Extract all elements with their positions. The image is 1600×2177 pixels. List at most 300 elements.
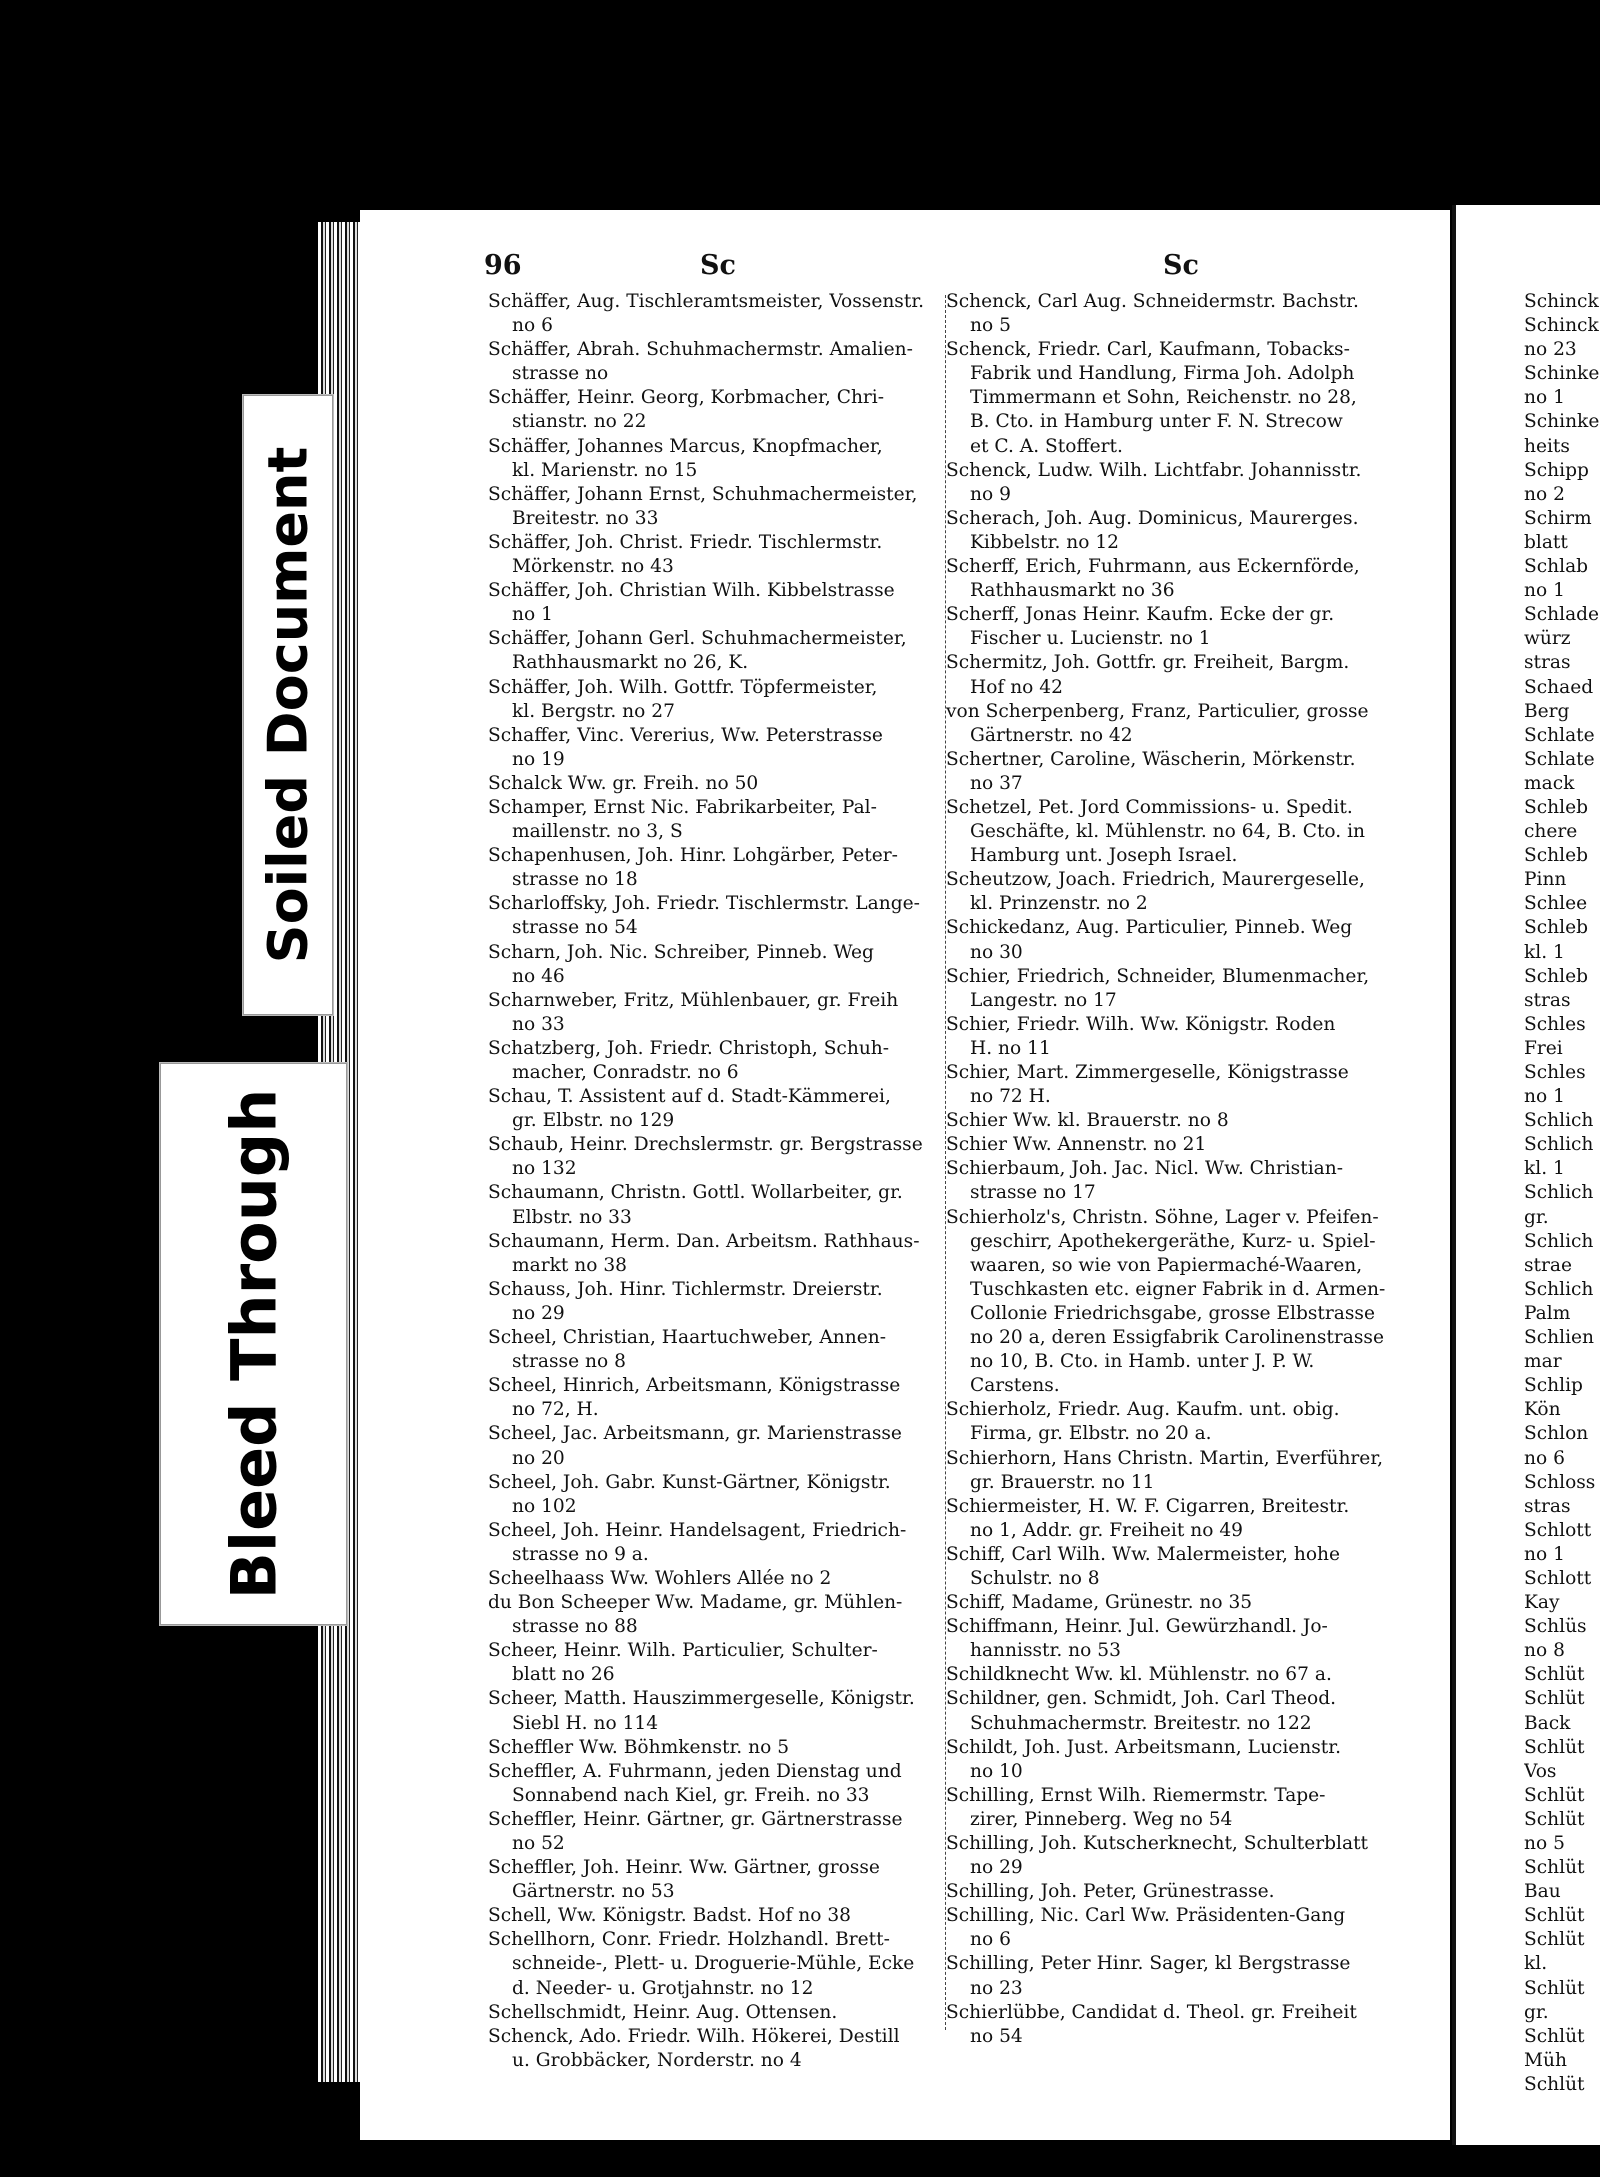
directory-entry: [488, 1567, 943, 1591]
directory-entry: [488, 1519, 943, 1567]
entry-name-line: Schäffer, Abrah. Schuhmachermstr. Amalien-: [488, 339, 913, 361]
entry-name-line: Schatzberg, Joh. Friedr. Christoph, Schuh-: [488, 1037, 890, 1059]
entry-continuation-line: no 37: [970, 772, 1023, 794]
edge-line: Schipp: [1524, 459, 1589, 481]
edge-line: Schlüt: [1524, 1784, 1585, 1806]
entry-continuation-line: Fabrik und Handlung, Firma Joh. Adolph: [970, 363, 1355, 385]
entry-continuation-line: no 5: [970, 315, 1011, 337]
edge-line: Schleb: [1524, 965, 1588, 987]
edge-line: Schlade: [1524, 604, 1600, 626]
edge-line: no 23: [1524, 339, 1577, 361]
edge-line: Schlee: [1524, 893, 1588, 915]
directory-entry: [488, 772, 943, 796]
entry-continuation-line: no 72 H.: [970, 1086, 1051, 1108]
edge-line: Schlien: [1524, 1327, 1594, 1349]
entry-name-line: Schäffer, Heinr. Georg, Korbmacher, Chri-: [488, 387, 885, 409]
entry-continuation-line: no 52: [512, 1833, 565, 1854]
entry-name-line: Schilling, Nic. Carl Ww. Präsidenten-Gang: [946, 1905, 1346, 1927]
entry-continuation-line: no 29: [970, 1857, 1023, 1879]
entry-continuation-line: strasse no 9 a.: [512, 1543, 649, 1565]
directory-entry: [488, 1133, 943, 1181]
entry-continuation-line: no 54: [970, 2025, 1023, 2047]
directory-entry: [488, 724, 943, 772]
directory-entry: [488, 1085, 943, 1133]
directory-entry: [488, 1374, 943, 1422]
directory-column-right: [946, 290, 1404, 2049]
directory-entry: [946, 1109, 1404, 1133]
entry-name-line: Scheffler, Joh. Heinr. Ww. Gärtner, grosse: [488, 1857, 880, 1879]
entry-continuation-line: strasse no 18: [512, 869, 638, 891]
entry-name-line: Schierholz's, Christn. Söhne, Lager v. Pfeifen-: [946, 1206, 1379, 1228]
entry-continuation-line: Rathhausmarkt no 36: [970, 580, 1175, 602]
entry-name-line: Schaumann, Christn. Gottl. Wollarbeiter, gr.: [488, 1182, 903, 1204]
edge-line: mar: [1524, 1351, 1562, 1373]
entry-name-line: Scheel, Christian, Haartuchweber, Annen-: [488, 1327, 887, 1349]
edge-line: Schlich: [1524, 1110, 1594, 1132]
entry-continuation-line: Gärtnerstr. no 53: [512, 1881, 675, 1903]
entry-name-line: Schetzel, Pet. Jord Commissions- u. Spedit.: [946, 796, 1353, 818]
entry-name-line: Schäffer, Joh. Christ. Friedr. Tischlermstr.: [488, 531, 883, 553]
edge-line: Schlüs: [1524, 1616, 1587, 1638]
entry-name-line: Schildt, Joh. Just. Arbeitsmann, Lucienstr.: [946, 1736, 1342, 1758]
directory-entry: [488, 2001, 943, 2025]
entry-name-line: Scharnweber, Fritz, Mühlenbauer, gr. Freih: [488, 989, 899, 1011]
bleed-through-label: Bleed Through: [217, 1088, 290, 1600]
entry-name-line: Scheffler, Heinr. Gärtner, gr. Gärtnerstrasse: [488, 1808, 903, 1830]
entry-name-line: Schertner, Caroline, Wäscherin, Mörkenstr.: [946, 748, 1356, 770]
edge-line: no 1: [1524, 1543, 1565, 1565]
entry-name-line: Schäffer, Aug. Tischleramtsmeister, Vossenstr.: [488, 291, 925, 312]
entry-name-line: Schilling, Peter Hinr. Sager, kl Bergstrasse: [946, 1953, 1351, 1975]
directory-entry: [946, 1663, 1404, 1687]
edge-line: Vos: [1524, 1760, 1557, 1782]
edge-line: no 1: [1524, 580, 1565, 602]
directory-entry: [488, 531, 943, 579]
entry-continuation-line: Hof no 42: [970, 676, 1063, 698]
entry-continuation-line: Mörkenstr. no 43: [512, 556, 674, 578]
edge-line: Schlate: [1524, 748, 1595, 770]
entry-name-line: Scheer, Heinr. Wilh. Particulier, Schulter-: [488, 1640, 878, 1662]
entry-name-line: Schilling, Joh. Peter, Grünestrasse.: [946, 1881, 1275, 1903]
edge-line: mack: [1524, 772, 1575, 794]
directory-entry: [488, 1326, 943, 1374]
entry-continuation-line: hannisstr. no 53: [970, 1640, 1121, 1662]
directory-entry: [488, 1904, 943, 1928]
entry-name-line: Schilling, Ernst Wilh. Riemermstr. Tape-: [946, 1784, 1326, 1806]
entry-continuation-line: Siebl H. no 114: [512, 1712, 659, 1734]
entry-continuation-line: d. Needer- u. Grotjahnstr. no 12: [512, 1977, 814, 1999]
edge-line: Kön: [1524, 1399, 1561, 1421]
edge-line: Pinn: [1524, 869, 1567, 891]
entry-name-line: Schellschmidt, Heinr. Aug. Ottensen.: [488, 2001, 838, 2023]
directory-entry: [946, 1687, 1404, 1735]
directory-entry: [488, 1760, 943, 1808]
edge-line: Bau: [1524, 1881, 1561, 1903]
edge-line: Müh: [1524, 2049, 1567, 2071]
entry-name-line: Scheel, Hinrich, Arbeitsmann, Königstrasse: [488, 1375, 901, 1397]
directory-entry: [488, 579, 943, 627]
entry-name-line: Schaub, Heinr. Drechslermstr. gr. Bergstrasse: [488, 1134, 923, 1156]
directory-entry: [946, 1013, 1404, 1061]
entry-name-line: Scheffler Ww. Böhmkenstr. no 5: [488, 1736, 790, 1758]
edge-line: kl. 1: [1524, 941, 1565, 963]
edge-line: Schlott: [1524, 1519, 1592, 1541]
edge-line: Schlüt: [1524, 1857, 1585, 1879]
directory-entry: [488, 386, 943, 434]
directory-entry: [488, 1037, 943, 1085]
directory-entry: [946, 1904, 1404, 1952]
directory-entry: [946, 916, 1404, 964]
edge-line: Schleb: [1524, 796, 1588, 818]
directory-entry: [488, 1471, 943, 1519]
edge-line: Schlüt: [1524, 1688, 1585, 1710]
edge-line: Schlüt: [1524, 1736, 1585, 1758]
entry-continuation-line: no 9: [970, 483, 1011, 505]
entry-continuation-line: Breitestr. no 33: [512, 507, 659, 529]
entry-continuation-line: no 33: [512, 1013, 565, 1035]
directory-entry: [946, 1495, 1404, 1543]
edge-line: Schlich: [1524, 1182, 1594, 1204]
entry-name-line: Schilling, Joh. Kutscherknecht, Schulterblatt: [946, 1833, 1369, 1854]
edge-line: Schinke: [1524, 363, 1600, 385]
edge-line: Schlich: [1524, 1230, 1594, 1252]
entry-continuation-line: blatt no 26: [512, 1664, 615, 1686]
directory-entry: [946, 868, 1404, 916]
directory-entry: [946, 700, 1404, 748]
entry-name-line: Schiermeister, H. W. F. Cigarren, Breitestr.: [946, 1495, 1350, 1517]
edge-line: Schlüt: [1524, 1808, 1585, 1830]
directory-entry: [946, 1447, 1404, 1495]
entry-continuation-line: B. Cto. in Hamburg unter F. N. Strecow: [970, 411, 1343, 433]
entry-name-line: Schauss, Joh. Hinr. Tichlermstr. Dreierstr.: [488, 1278, 883, 1300]
edge-line: Schleb: [1524, 917, 1588, 939]
entry-name-line: du Bon Scheeper Ww. Madame, gr. Mühlen-: [488, 1592, 903, 1614]
entry-name-line: Scheutzow, Joach. Friedrich, Maurergeselle,: [946, 869, 1365, 891]
entry-continuation-line: no 132: [512, 1158, 577, 1180]
directory-entry: [946, 1832, 1404, 1880]
edge-line: Schlüt: [1524, 2073, 1585, 2095]
entry-continuation-line: Tuschkasten etc. eigner Fabrik in d. Armen-: [970, 1278, 1386, 1300]
entry-continuation-line: Rathhausmarkt no 26, K.: [512, 652, 749, 674]
directory-entry: [488, 1856, 943, 1904]
entry-name-line: Scharn, Joh. Nic. Schreiber, Pinneb. Weg: [488, 941, 874, 963]
entry-name-line: Scheelhaass Ww. Wohlers Allée no 2: [488, 1567, 832, 1589]
directory-entry: [946, 1398, 1404, 1446]
entry-continuation-line: waaren, so wie von Papiermaché-Waaren,: [970, 1254, 1363, 1276]
edge-line: Schlich: [1524, 1134, 1594, 1156]
entry-continuation-line: strasse no 17: [970, 1182, 1096, 1204]
entry-name-line: Schenck, Friedr. Carl, Kaufmann, Tobacks-: [946, 339, 1350, 361]
edge-line: Schlüt: [1524, 1905, 1585, 1927]
edge-line: stras: [1524, 652, 1571, 674]
edge-line: Schles: [1524, 1013, 1586, 1035]
entry-name-line: Schier, Mart. Zimmergeselle, Königstrasse: [946, 1062, 1349, 1083]
directory-entry: [488, 941, 943, 989]
directory-entry: [488, 1639, 943, 1687]
edge-line: Schaed: [1524, 676, 1594, 698]
edge-line: Schlüt: [1524, 1977, 1585, 1999]
edge-line: chere: [1524, 821, 1578, 843]
entry-continuation-line: Schuhmachermstr. Breitestr. no 122: [970, 1712, 1312, 1734]
entry-name-line: Scheel, Jac. Arbeitsmann, gr. Marienstrasse: [488, 1423, 902, 1445]
entry-continuation-line: schneide-, Plett- u. Droguerie-Mühle, Ecke: [512, 1953, 915, 1975]
edge-line: Schlip: [1524, 1375, 1583, 1397]
entry-continuation-line: no 20 a, deren Essigfabrik Carolinenstrasse: [970, 1327, 1384, 1349]
entry-name-line: Schäffer, Johann Ernst, Schuhmachermeister,: [488, 483, 918, 505]
page-number: 96: [484, 250, 522, 281]
entry-name-line: Scherff, Jonas Heinr. Kaufm. Ecke der gr.: [946, 604, 1335, 626]
entry-continuation-line: no 10, B. Cto. in Hamb. unter J. P. W.: [970, 1351, 1315, 1373]
edge-line: no 1: [1524, 387, 1565, 409]
directory-entry: [946, 507, 1404, 555]
edge-line: gr.: [1524, 2001, 1549, 2023]
entry-name-line: Schierbaum, Joh. Jac. Nicl. Ww. Christian-: [946, 1158, 1343, 1180]
edge-line: no 1: [1524, 1086, 1565, 1108]
entry-continuation-line: no 72, H.: [512, 1399, 599, 1421]
entry-name-line: Schiff, Madame, Grünestr. no 35: [946, 1592, 1253, 1614]
directory-column-left: [488, 290, 943, 2073]
entry-name-line: Schell, Ww. Königstr. Badst. Hof no 38: [488, 1905, 852, 1927]
directory-entry: [946, 1591, 1404, 1615]
entry-continuation-line: Fischer u. Lucienstr. no 1: [970, 628, 1211, 650]
directory-entry: [488, 627, 943, 675]
edge-line: no 6: [1524, 1447, 1565, 1469]
entry-continuation-line: macher, Conradstr. no 6: [512, 1062, 739, 1083]
edge-line: no 8: [1524, 1640, 1565, 1662]
entry-continuation-line: no 6: [512, 315, 553, 337]
edge-line: Schinke: [1524, 411, 1600, 433]
edge-line: kl. 1: [1524, 1158, 1565, 1180]
directory-entry: [946, 796, 1404, 868]
directory-entry: [488, 892, 943, 940]
directory-entry: [488, 1230, 943, 1278]
entry-name-line: Schier, Friedrich, Schneider, Blumenmacher,: [946, 965, 1370, 987]
entry-continuation-line: Timmermann et Sohn, Reichenstr. no 28,: [970, 387, 1357, 409]
entry-name-line: Schierhorn, Hans Christn. Martin, Everführer,: [946, 1447, 1384, 1469]
directory-entry: [946, 1061, 1404, 1109]
entry-continuation-line: Schulstr. no 8: [970, 1567, 1100, 1589]
directory-entry: [946, 1157, 1404, 1205]
entry-continuation-line: no 46: [512, 965, 565, 987]
entry-name-line: Scharloffsky, Joh. Friedr. Tischlermstr. Lange-: [488, 893, 920, 915]
entry-continuation-line: no 20: [512, 1447, 565, 1469]
soiled-document-label: Soiled Document: [256, 446, 320, 964]
entry-name-line: Schenck, Carl Aug. Schneidermstr. Bachstr.: [946, 291, 1359, 312]
entry-name-line: Schier Ww. Annenstr. no 21: [946, 1134, 1207, 1156]
entry-name-line: Schierholz, Friedr. Aug. Kaufm. unt. obig.: [946, 1399, 1340, 1421]
entry-name-line: Schermitz, Joh. Gottfr. gr. Freiheit, Bargm.: [946, 652, 1350, 674]
entry-continuation-line: Geschäfte, kl. Mühlenstr. no 64, B. Cto. in: [970, 821, 1366, 843]
entry-continuation-line: Sonnabend nach Kiel, gr. Freih. no 33: [512, 1784, 870, 1806]
entry-continuation-line: no 19: [512, 748, 565, 770]
directory-entry: [488, 1928, 943, 2000]
edge-line: Frei: [1524, 1037, 1563, 1059]
entry-name-line: Schenck, Ado. Friedr. Wilh. Hökerei, Destill: [488, 2025, 900, 2047]
entry-continuation-line: Gärtnerstr. no 42: [970, 724, 1133, 746]
directory-entry: [946, 1952, 1404, 2000]
edge-line: Schlott: [1524, 1567, 1592, 1589]
directory-entry: [488, 989, 943, 1037]
edge-line: no 2: [1524, 483, 1565, 505]
entry-name-line: Schildner, gen. Schmidt, Joh. Carl Theod.: [946, 1688, 1337, 1710]
entry-continuation-line: gr. Elbstr. no 129: [512, 1110, 675, 1132]
directory-entry: [488, 338, 943, 386]
directory-entry: [946, 1736, 1404, 1784]
entry-continuation-line: kl. Marienstr. no 15: [512, 459, 698, 481]
entry-name-line: Schier, Friedr. Wilh. Ww. Königstr. Roden: [946, 1013, 1336, 1035]
directory-entry: [488, 1736, 943, 1760]
edge-line: strae: [1524, 1254, 1572, 1276]
entry-continuation-line: strasse no 88: [512, 1616, 638, 1638]
edge-line: Schlüt: [1524, 1929, 1585, 1951]
directory-entry: [488, 1181, 943, 1229]
entry-name-line: Schierlübbe, Candidat d. Theol. gr. Freiheit: [946, 2001, 1357, 2023]
directory-entry: [946, 1880, 1404, 1904]
entry-name-line: Schapenhusen, Joh. Hinr. Lohgärber, Peter-: [488, 845, 898, 867]
running-head-left: Sc: [700, 250, 736, 281]
soiled-document-stamp: [243, 395, 333, 1015]
next-page-column-edge: [1524, 290, 1600, 2097]
edge-line: blatt: [1524, 531, 1568, 553]
entry-continuation-line: u. Grobbäcker, Norderstr. no 4: [512, 2049, 802, 2071]
directory-entry: [488, 1687, 943, 1735]
directory-entry: [946, 748, 1404, 796]
directory-entry: [488, 2025, 943, 2073]
entry-name-line: von Scherpenberg, Franz, Particulier, grosse: [946, 700, 1369, 722]
entry-continuation-line: no 29: [512, 1302, 565, 1324]
entry-name-line: Schiff, Carl Wilh. Ww. Malermeister, hohe: [946, 1543, 1340, 1565]
directory-entry: [488, 1591, 943, 1639]
entry-name-line: Schäffer, Joh. Christian Wilh. Kibbelstrasse: [488, 580, 895, 602]
directory-entry: [946, 1784, 1404, 1832]
entry-name-line: Schildknecht Ww. kl. Mühlenstr. no 67 a.: [946, 1664, 1332, 1686]
directory-entry: [946, 459, 1404, 507]
entry-continuation-line: no 10: [970, 1760, 1023, 1782]
edge-line: Schleb: [1524, 845, 1588, 867]
directory-entry: [946, 1133, 1404, 1157]
directory-entry: [946, 1615, 1404, 1663]
entry-name-line: Schäffer, Johannes Marcus, Knopfmacher,: [488, 435, 883, 457]
edge-line: Schlüt: [1524, 1664, 1585, 1686]
entry-continuation-line: Kibbelstr. no 12: [970, 531, 1120, 553]
entry-name-line: Schau, T. Assistent auf d. Stadt-Kämmerei,: [488, 1086, 891, 1108]
edge-line: stras: [1524, 1495, 1571, 1517]
directory-entry: [946, 603, 1404, 651]
edge-line: heits: [1524, 435, 1570, 457]
edge-line: Schlab: [1524, 556, 1589, 578]
entry-continuation-line: H. no 11: [970, 1037, 1051, 1059]
edge-line: Back: [1524, 1712, 1571, 1734]
edge-line: Schloss: [1524, 1471, 1596, 1493]
entry-name-line: Schaumann, Herm. Dan. Arbeitsm. Rathhaus-: [488, 1230, 920, 1252]
entry-name-line: Scheel, Joh. Gabr. Kunst-Gärtner, Königstr.: [488, 1471, 891, 1493]
edge-line: kl.: [1524, 1953, 1548, 1975]
directory-entry: [488, 1422, 943, 1470]
entry-continuation-line: no 6: [970, 1929, 1011, 1951]
directory-entry: [946, 965, 1404, 1013]
entry-continuation-line: kl. Prinzenstr. no 2: [970, 893, 1148, 915]
entry-name-line: Schier Ww. kl. Brauerstr. no 8: [946, 1110, 1229, 1132]
entry-continuation-line: geschirr, Apothekergeräthe, Kurz- u. Spiel-: [970, 1230, 1376, 1252]
entry-name-line: Schenck, Ludw. Wilh. Lichtfabr. Johannisstr.: [946, 459, 1362, 481]
directory-entry: [946, 555, 1404, 603]
edge-line: Schirm: [1524, 507, 1592, 529]
directory-entry: [488, 1278, 943, 1326]
bleed-through-stamp: [160, 1063, 347, 1625]
entry-name-line: Scherach, Joh. Aug. Dominicus, Maurerges.: [946, 507, 1359, 529]
directory-entry: [488, 435, 943, 483]
entry-continuation-line: strasse no 54: [512, 917, 638, 939]
entry-continuation-line: no 30: [970, 941, 1023, 963]
entry-continuation-line: markt no 38: [512, 1254, 627, 1276]
edge-line: würz: [1524, 628, 1571, 650]
directory-entry: [488, 483, 943, 531]
entry-continuation-line: Hamburg unt. Joseph Israel.: [970, 845, 1238, 867]
directory-entry: [946, 338, 1404, 458]
entry-name-line: Schaffer, Vinc. Vererius, Ww. Peterstrasse: [488, 724, 883, 746]
entry-continuation-line: Carstens.: [970, 1375, 1060, 1397]
entry-continuation-line: no 102: [512, 1495, 577, 1517]
directory-entry: [488, 796, 943, 844]
entry-continuation-line: Langestr. no 17: [970, 989, 1117, 1011]
directory-entry: [488, 1808, 943, 1856]
edge-line: no 5: [1524, 1833, 1565, 1854]
entry-continuation-line: kl. Bergstr. no 27: [512, 700, 675, 722]
edge-line: Schinck: [1524, 315, 1599, 337]
entry-continuation-line: Firma, gr. Elbstr. no 20 a.: [970, 1423, 1212, 1445]
entry-name-line: Schäffer, Johann Gerl. Schuhmachermeister,: [488, 628, 907, 650]
edge-line: gr.: [1524, 1206, 1549, 1228]
entry-continuation-line: zirer, Pinneberg. Weg no 54: [970, 1808, 1233, 1830]
edge-line: Schlich: [1524, 1278, 1594, 1300]
edge-line: Schlüt: [1524, 2025, 1585, 2047]
entry-name-line: Scheer, Matth. Hauszimmergeselle, Königstr.: [488, 1688, 915, 1710]
edge-line: Schinck: [1524, 291, 1599, 312]
directory-entry: [488, 290, 943, 338]
entry-continuation-line: Collonie Friedrichsgabe, grosse Elbstrasse: [970, 1302, 1375, 1324]
entry-continuation-line: no 1, Addr. gr. Freiheit no 49: [970, 1519, 1243, 1541]
entry-name-line: Schiffmann, Heinr. Jul. Gewürzhandl. Jo-: [946, 1616, 1328, 1638]
directory-entry: [946, 290, 1404, 338]
entry-continuation-line: strasse no: [512, 363, 609, 385]
directory-entry: [946, 1543, 1404, 1591]
entry-continuation-line: strasse no 8: [512, 1351, 626, 1373]
entry-name-line: Schickedanz, Aug. Particulier, Pinneb. Weg: [946, 917, 1353, 939]
entry-continuation-line: gr. Brauerstr. no 11: [970, 1471, 1155, 1493]
directory-entry: [946, 651, 1404, 699]
directory-entry: [946, 1206, 1404, 1399]
entry-continuation-line: no 1: [512, 604, 553, 626]
entry-name-line: Schäffer, Joh. Wilh. Gottfr. Töpfermeister,: [488, 676, 878, 698]
entry-name-line: Scheel, Joh. Heinr. Handelsagent, Friedrich-: [488, 1519, 907, 1541]
entry-continuation-line: Elbstr. no 33: [512, 1206, 632, 1228]
edge-line: stras: [1524, 989, 1571, 1011]
running-head-right: Sc: [1163, 250, 1199, 281]
directory-entry: [488, 676, 943, 724]
directory-entry: [946, 2001, 1404, 2049]
edge-line: Palm: [1524, 1302, 1571, 1324]
edge-line: Schlon: [1524, 1423, 1589, 1445]
entry-name-line: Schamper, Ernst Nic. Fabrikarbeiter, Pal-: [488, 796, 877, 818]
entry-continuation-line: maillenstr. no 3, S: [512, 821, 683, 843]
directory-entry: [488, 844, 943, 892]
edge-line: Kay: [1524, 1592, 1560, 1614]
entry-continuation-line: et C. A. Stoffert.: [970, 435, 1123, 457]
entry-continuation-line: stianstr. no 22: [512, 411, 647, 433]
entry-name-line: Scherff, Erich, Fuhrmann, aus Eckernförde,: [946, 556, 1360, 578]
edge-line: Schlate: [1524, 724, 1595, 746]
edge-line: Schles: [1524, 1062, 1586, 1083]
